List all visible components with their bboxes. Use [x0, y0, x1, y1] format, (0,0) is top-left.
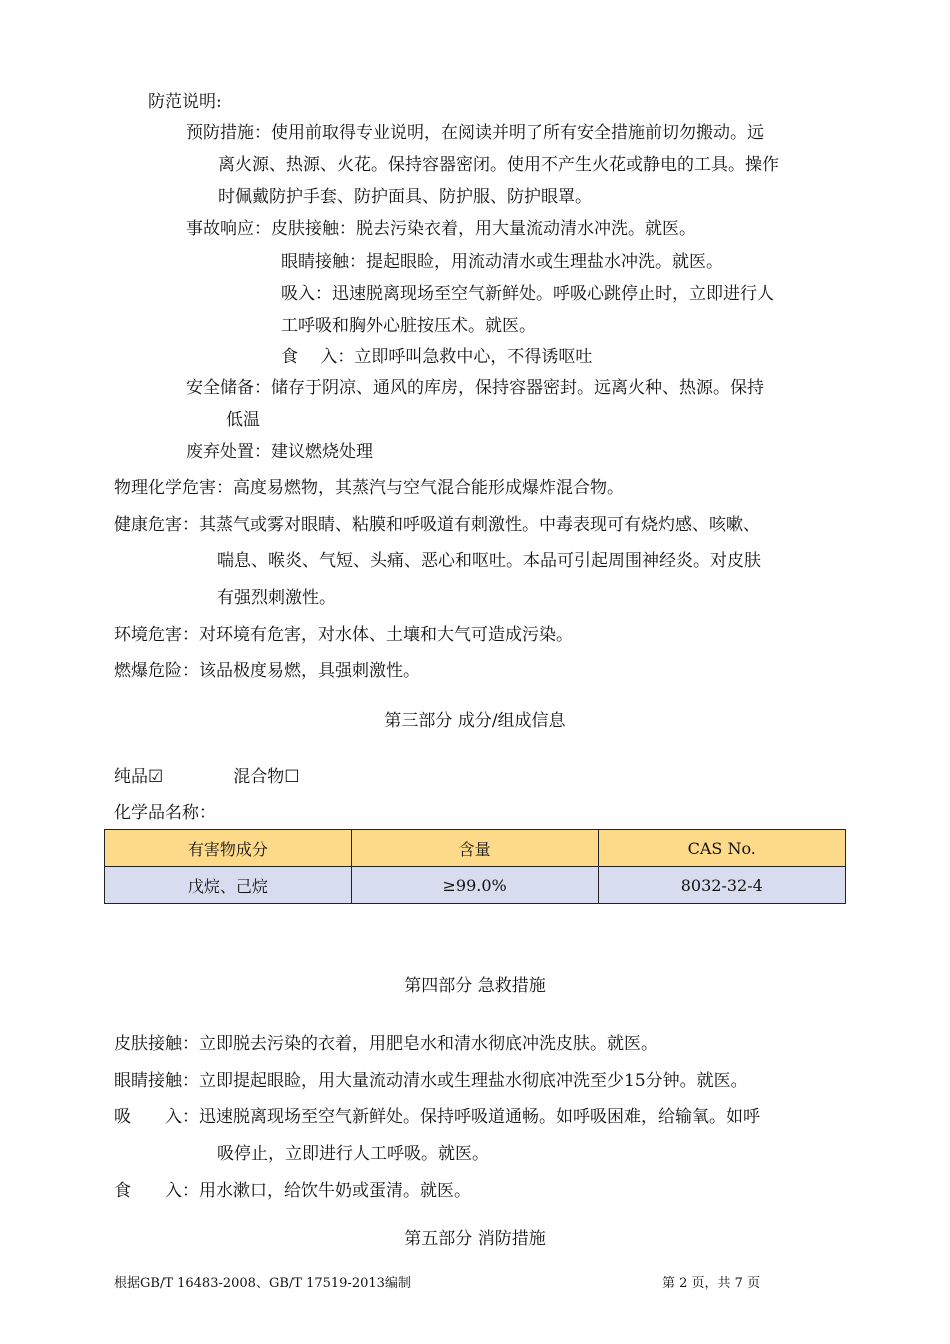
storage-line-1	[186, 377, 764, 399]
table-header-row	[105, 830, 846, 867]
header-cas: CAS No.	[598, 830, 846, 867]
response-label: 事故响应：	[186, 219, 271, 239]
response-skin-text: 皮肤接触：脱去污染衣着，用大量流动清水冲洗。就医。	[271, 219, 696, 239]
response-eye: 眼睛接触：提起眼睑，用流动清水或生理盐水冲洗。就医。	[281, 252, 723, 272]
firstaid-ingest: 食 入：用水漱口，给饮牛奶或蛋清。就医。	[114, 1181, 471, 1201]
env-hazard: 环境危害：对环境有危害，对水体、土壤和大气可造成污染。	[114, 625, 573, 645]
health-hazard-1: 健康危害：其蒸气或雾对眼睛、粘膜和呼吸道有刺激性。中毒表现可有烧灼感、咳嗽、	[114, 515, 760, 535]
response-inhale-2: 工呼吸和胸外心脏按压术。就医。	[281, 316, 536, 336]
cell-cas: 8032-32-4	[598, 867, 846, 904]
storage-label: 安全储备：	[186, 378, 271, 398]
response-line-skin	[186, 218, 696, 240]
header-content: 含量	[351, 830, 598, 867]
prevention-text-1: 使用前取得专业说明，在阅读并明了所有安全措施前切勿搬动。远	[271, 123, 764, 143]
footer-standard: 根据GB/T 16483-2008、GB/T 17519-2013编制	[114, 1276, 411, 1291]
disposal-text: 建议燃烧处理	[271, 442, 373, 462]
mixture-checkbox[interactable]: 混合物☐	[233, 767, 300, 787]
fire-hazard: 燃爆危险：该品极度易燃，具强刺激性。	[114, 661, 420, 681]
prevention-line-1	[186, 122, 764, 144]
firstaid-inhale-1	[114, 1106, 760, 1128]
firstaid-inhale-2: 吸停止，立即进行人工呼吸。就医。	[217, 1144, 489, 1164]
prevention-label: 预防措施：	[186, 123, 271, 143]
firstaid-inhale-text-1: 迅速脱离现场至空气新鲜处。保持呼吸道通畅。如呼吸困难，给输氧。如呼	[199, 1107, 760, 1127]
footer-page-number: 第 2 页，共 7 页	[662, 1276, 761, 1291]
disposal-label: 废弃处置：	[186, 442, 271, 462]
part5-title: 第五部分 消防措施	[404, 1229, 546, 1249]
cell-content: ≥99.0%	[351, 867, 598, 904]
firstaid-skin: 皮肤接触：立即脱去污染的衣着，用肥皂水和清水彻底冲洗皮肤。就医。	[114, 1034, 658, 1054]
firstaid-inhale-label: 吸 入：	[114, 1107, 199, 1127]
composition-table	[104, 829, 846, 904]
precaution-heading: 防范说明:	[148, 92, 222, 112]
prevention-line-3: 时佩戴防护手套、防护面具、防护服、防护眼罩。	[218, 187, 592, 207]
part3-title: 第三部分 成分/组成信息	[384, 711, 566, 731]
storage-line-2: 低温	[226, 410, 260, 430]
response-ingest: 食 入：立即呼叫急救中心，不得诱呕吐	[281, 347, 593, 367]
substance-type-row	[114, 766, 300, 788]
health-hazard-3: 有强烈刺激性。	[217, 588, 336, 608]
prevention-line-2: 离火源、热源、火花。保持容器密闭。使用不产生火花或静电的工具。操作	[218, 155, 779, 175]
storage-text-1: 储存于阴凉、通风的库房，保持容器密封。远离火种、热源。保持	[271, 378, 764, 398]
pure-checkbox[interactable]: 纯品☑	[114, 767, 164, 787]
firstaid-eye: 眼睛接触：立即提起眼睑，用大量流动清水或生理盐水彻底冲洗至少15分钟。就医。	[114, 1071, 748, 1091]
disposal-line	[186, 441, 373, 463]
table-row	[105, 867, 846, 904]
part4-title: 第四部分 急救措施	[404, 976, 546, 996]
cell-component: 戊烷、己烷	[105, 867, 352, 904]
health-hazard-2: 喘息、喉炎、气短、头痛、恶心和呕吐。本品可引起周围神经炎。对皮肤	[217, 551, 761, 571]
chem-name-label: 化学品名称：	[114, 803, 216, 823]
physchem-hazard: 物理化学危害：高度易燃物，其蒸汽与空气混合能形成爆炸混合物。	[114, 478, 624, 498]
header-component: 有害物成分	[105, 830, 352, 867]
response-inhale-1: 吸入：迅速脱离现场至空气新鲜处。呼吸心跳停止时，立即进行人	[281, 284, 774, 304]
